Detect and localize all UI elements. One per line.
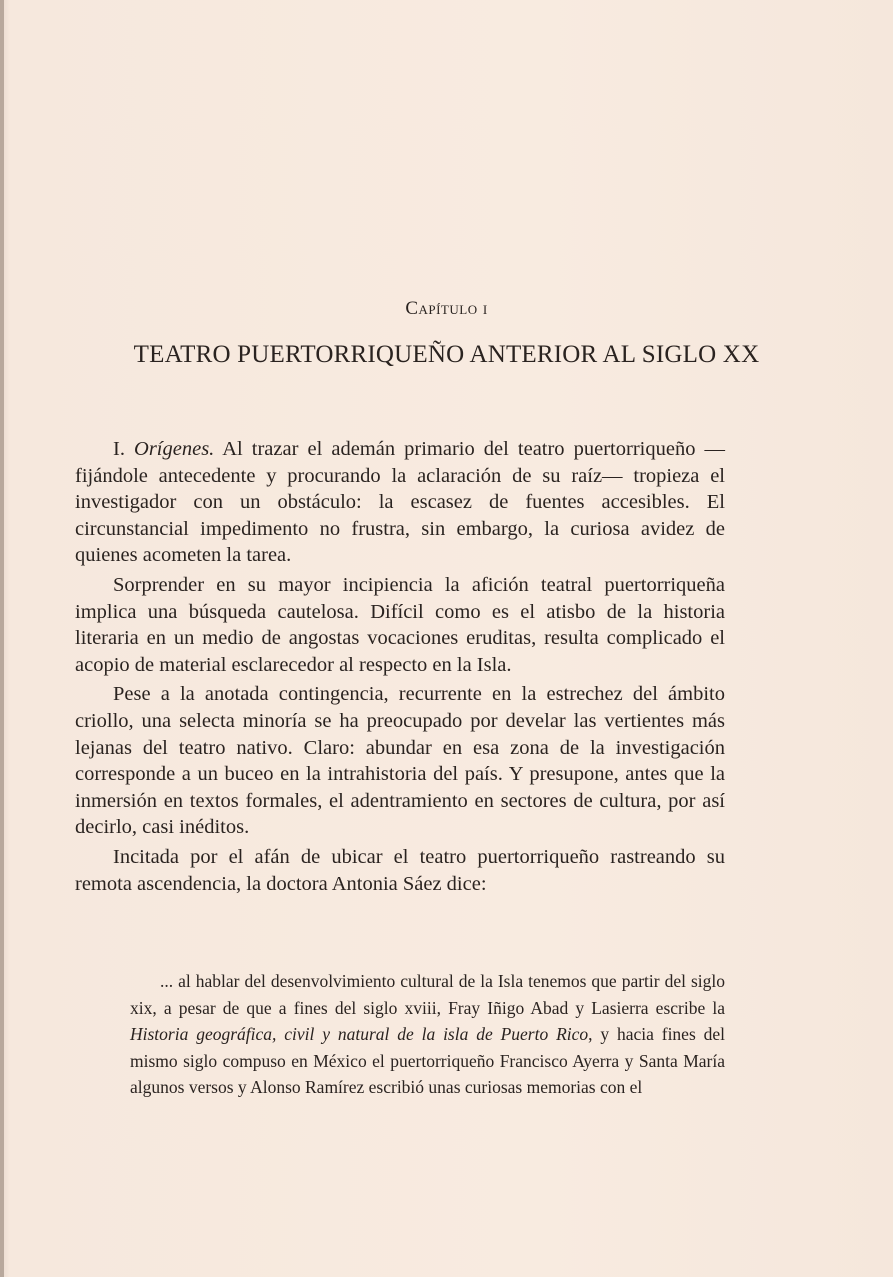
paragraph-text: Sorprender en su mayor incipiencia la afición teatral puertorriqueña implica una búsqueda cautelosa. Difícil como es el atisbo de la historia literaria en un medio de angostas vocaciones eruditas, resulta complicado el acopio de material esclarecedor al respecto en la Isla. — [75, 573, 725, 676]
section-number: I. — [113, 438, 135, 460]
paragraph — [75, 681, 725, 841]
section-heading: Orígenes. — [134, 438, 215, 460]
quote-text: , y hacia fines del mismo siglo compuso en México el puertorriqueño Francisco Ayerra y Santa María algunos versos y Alonso Ramírez escribió unas curiosas memorias con el — [130, 1024, 725, 1097]
paragraph — [75, 436, 725, 569]
chapter-title: TEATRO PUERTORRIQUEÑO ANTERIOR AL SIGLO XX — [133, 341, 760, 368]
paragraph-text: Al trazar el ademán primario del teatro puertorriqueño —fijándole antecedente y procurando la aclaración de su raíz— tropieza el investigador con un obstáculo: la escasez de fuentes accesibles. El circunstancial impedimento no frustra, sin embargo, la curiosa avidez de quienes acometen la tarea. — [75, 438, 725, 567]
paragraph — [75, 844, 725, 897]
quote-text: ... al hablar del desenvolvimiento cultural de la Isla tenemos que partir del siglo xix, a pesar de que a fines del siglo xviii, Fray Iñigo Abad y Lasierra escribe la — [130, 971, 725, 1018]
paragraph-text: Incitada por el afán de ubicar el teatro puertorriqueño rastreando su remota ascendencia, la doctora Antonia Sáez dice: — [75, 845, 725, 895]
body-text — [75, 436, 725, 900]
paragraph-text: Pese a la anotada contingencia, recurrente en la estrechez del ámbito criollo, una selecta minoría se ha preocupado por develar las vertientes más lejanas del teatro nativo. Claro: abundar en esa zona de la investigación corresponde a un buceo en la intrahistoria del país. Y presupone, antes que la inmersión en textos formales, el adentramiento en sectores de cultura, por así decirlo, casi inéditos. — [75, 683, 725, 839]
paragraph — [75, 572, 725, 678]
quote-paragraph — [130, 968, 725, 1101]
chapter-label: Capítulo i — [405, 298, 488, 319]
book-title: Historia geográfica, civil y natural de la isla de Puerto Rico — [130, 1024, 589, 1044]
block-quote — [130, 968, 725, 1101]
page-edge — [0, 0, 4, 1277]
